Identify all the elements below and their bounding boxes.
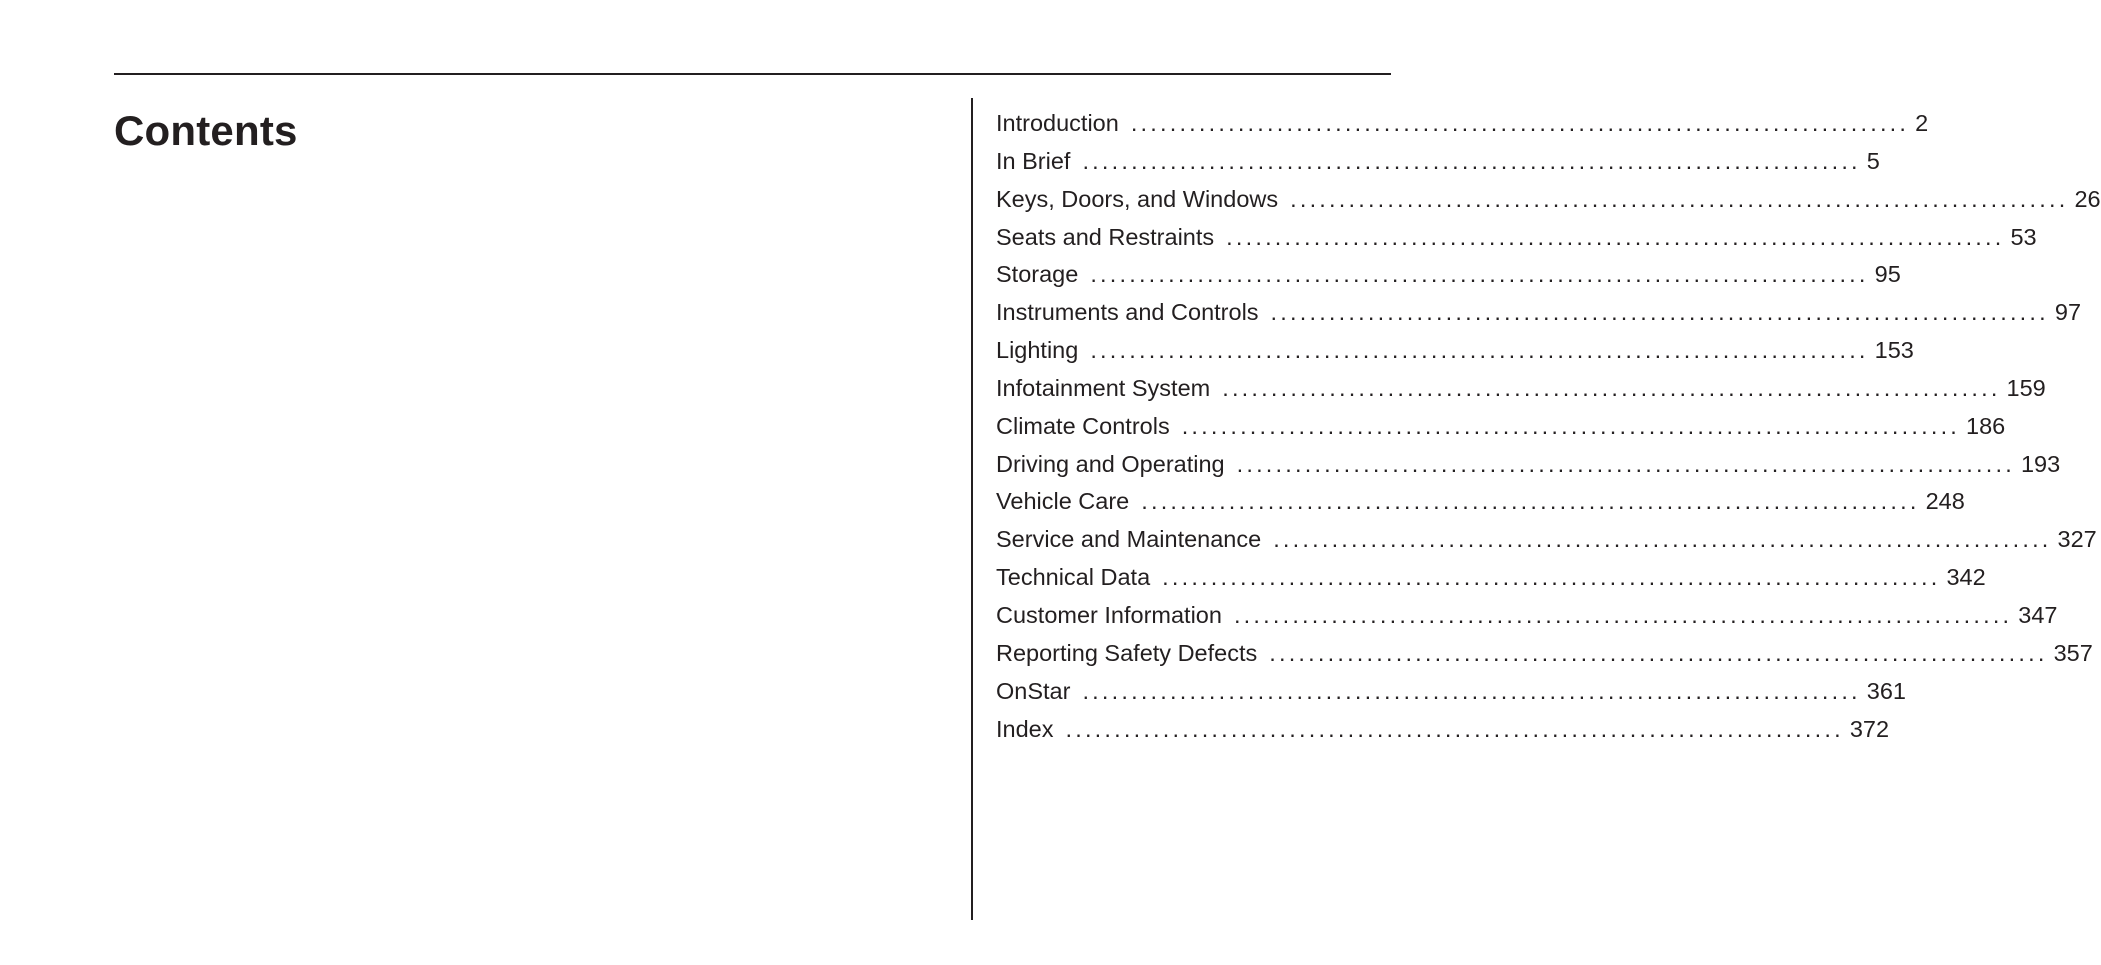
toc-entry-lighting[interactable] <box>996 332 1914 370</box>
toc-entry-page: 372 <box>1849 715 1890 742</box>
toc-entry-title: OnStar <box>996 677 1071 704</box>
toc-entry-title: Vehicle Care <box>996 488 1130 515</box>
toc-dot-leader: ................................................................................ <box>1236 450 2015 477</box>
top-rule <box>114 73 1391 75</box>
toc-dot-leader: ................................................................................ <box>1270 299 2049 326</box>
toc-entry-page: 361 <box>1866 677 1906 704</box>
toc-dot-leader: ................................................................................ <box>1222 374 2001 401</box>
toc-entry-infotainment-system[interactable] <box>996 370 2046 408</box>
toc-dot-leader: ................................................................................ <box>1130 110 1910 136</box>
toc-entry-climate-controls[interactable] <box>996 408 2006 446</box>
toc-entry-title: In Brief <box>996 147 1071 174</box>
toc-entry-technical-data[interactable] <box>996 559 1986 597</box>
toc-dot-leader: ................................................................................ <box>1090 261 1869 288</box>
toc-entry-title: Service and Maintenance <box>996 526 1262 553</box>
toc-entry-page: 2 <box>1915 110 1929 136</box>
toc-dot-leader: ................................................................................ <box>1090 337 1869 364</box>
toc-entry-page: 186 <box>1966 412 2006 439</box>
toc-entry-page: 342 <box>1946 564 1986 591</box>
toc-entry-title: Keys, Doors, and Windows <box>996 185 1279 212</box>
toc-entry-page: 248 <box>1925 488 1965 515</box>
toc-entry-title: Lighting <box>996 337 1079 364</box>
toc-entry-onstar[interactable] <box>996 673 1906 711</box>
toc-entry-driving-operating[interactable] <box>996 446 2061 484</box>
toc-entry-introduction[interactable] <box>996 105 1929 143</box>
toc-entry-title: Infotainment System <box>996 374 1211 401</box>
toc-entry-page: 159 <box>2006 374 2046 401</box>
toc-entry-reporting-safety-defects[interactable] <box>996 635 2093 673</box>
toc-entry-title: Technical Data <box>996 564 1151 591</box>
toc-entry-storage[interactable] <box>996 256 1901 294</box>
page-title: Contents <box>114 107 298 154</box>
toc-entry-page: 193 <box>2020 450 2061 477</box>
toc-entry-index[interactable] <box>996 711 1890 749</box>
toc-dot-leader: ................................................................................ <box>1141 488 1920 515</box>
toc-entry-service-maintenance[interactable] <box>996 521 2097 559</box>
column-divider <box>971 98 973 920</box>
toc-entry-keys-doors-windows[interactable] <box>996 181 2101 219</box>
toc-entry-vehicle-care[interactable] <box>996 483 1965 521</box>
toc-entry-title: Reporting Safety Defects <box>996 639 1258 666</box>
toc-entry-page: 5 <box>1866 147 1880 174</box>
toc-entry-page: 347 <box>2018 601 2058 628</box>
toc-entry-title: Climate Controls <box>996 412 1170 439</box>
toc-entry-instruments-controls[interactable] <box>996 294 2082 332</box>
toc-entry-title: Driving and Operating <box>996 450 1225 477</box>
table-of-contents <box>996 105 2101 748</box>
toc-dot-leader: ................................................................................ <box>1082 677 1861 704</box>
toc-entry-page: 95 <box>1874 261 1901 288</box>
toc-entry-title: Storage <box>996 261 1079 288</box>
toc-dot-leader: ................................................................................ <box>1065 715 1844 742</box>
toc-entry-page: 153 <box>1874 337 1914 364</box>
toc-entry-page: 357 <box>2053 639 2093 666</box>
toc-entry-page: 53 <box>2010 223 2037 250</box>
toc-dot-leader: ................................................................................ <box>1273 526 2052 553</box>
toc-dot-leader: ................................................................................ <box>1233 601 2013 628</box>
toc-entry-title: Seats and Restraints <box>996 223 1215 250</box>
toc-dot-leader: ................................................................................ <box>1290 185 2069 212</box>
toc-dot-leader: ................................................................................ <box>1162 564 1941 591</box>
toc-dot-leader: ................................................................................ <box>1181 412 1961 439</box>
toc-entry-in-brief[interactable] <box>996 143 1880 181</box>
toc-entry-seats-restraints[interactable] <box>996 219 2037 257</box>
toc-dot-leader: ................................................................................ <box>1082 147 1861 174</box>
toc-entry-page: 97 <box>2054 299 2082 326</box>
toc-entry-customer-information[interactable] <box>996 597 2058 635</box>
toc-entry-title: Introduction <box>996 110 1119 136</box>
toc-entry-title: Instruments and Controls <box>996 299 1259 326</box>
toc-entry-page: 327 <box>2057 526 2097 553</box>
toc-dot-leader: ................................................................................ <box>1226 223 2005 250</box>
toc-dot-leader: ................................................................................ <box>1269 639 2048 666</box>
toc-entry-title: Customer Information <box>996 601 1222 628</box>
toc-entry-page: 26 <box>2074 185 2101 212</box>
toc-entry-title: Index <box>996 715 1054 742</box>
